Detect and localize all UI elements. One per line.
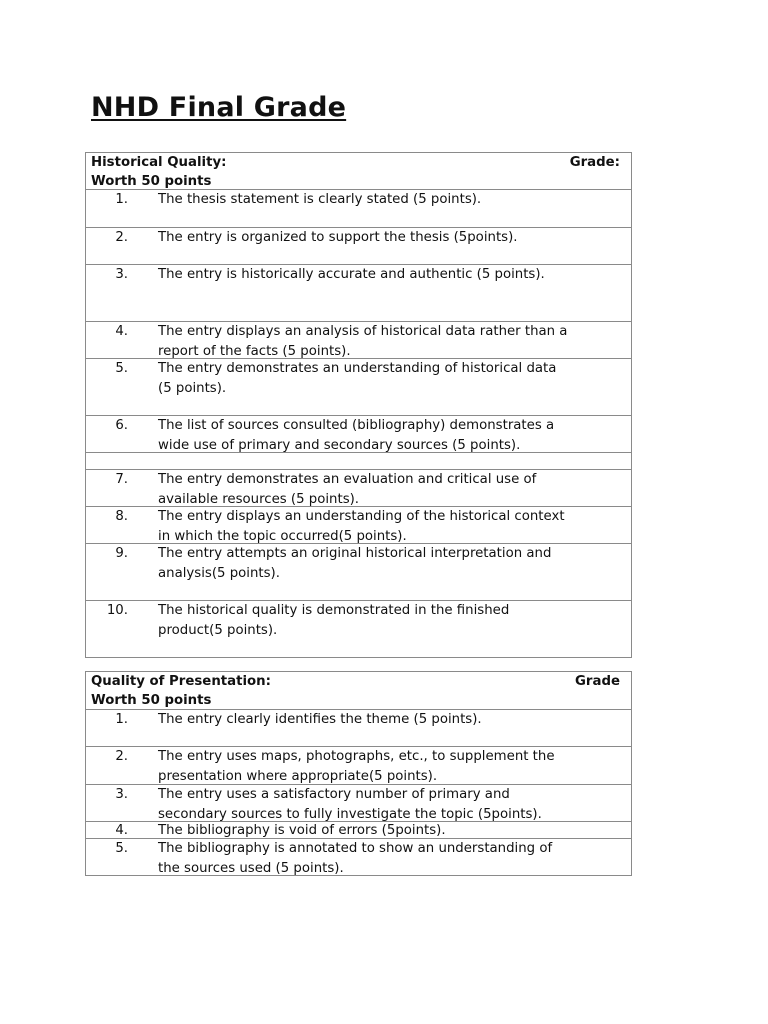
presentation-quality-table bbox=[85, 671, 632, 876]
rubric-item-number: 2. bbox=[115, 749, 128, 764]
historical-quality-header bbox=[86, 153, 631, 190]
rubric-row bbox=[86, 839, 631, 876]
rubric-item-text: The entry uses maps, photographs, etc., to supplement the presentation where appropriate(5 points). bbox=[158, 749, 555, 784]
historical-quality-grade-label: Grade: bbox=[569, 155, 620, 170]
rubric-item-number: 3. bbox=[115, 267, 128, 282]
presentation-quality-worth: Worth 50 points bbox=[91, 693, 212, 708]
rubric-item-number: 2. bbox=[115, 230, 128, 245]
rubric-item-number: 10. bbox=[106, 603, 128, 618]
rubric-item-text: The entry displays an analysis of historical data rather than a report of the facts (5 points). bbox=[158, 324, 568, 359]
rubric-row bbox=[86, 322, 631, 359]
rubric-row bbox=[86, 822, 631, 839]
rubric-row bbox=[86, 785, 631, 822]
rubric-item-text: The bibliography is void of errors (5points). bbox=[158, 823, 446, 838]
rubric-item-number: 5. bbox=[115, 361, 128, 376]
presentation-quality-grade-label: Grade bbox=[575, 674, 620, 689]
rubric-item-text: The entry is organized to support the thesis (5points). bbox=[158, 230, 518, 245]
rubric-row bbox=[86, 710, 631, 747]
rubric-item-number: 1. bbox=[115, 712, 128, 727]
rubric-item-number: 4. bbox=[115, 823, 128, 838]
rubric-item-text: The list of sources consulted (bibliography) demonstrates a wide use of primary and secondary sources (5 points). bbox=[158, 418, 555, 453]
rubric-item-text: The entry demonstrates an understanding of historical data (5 points). bbox=[158, 361, 557, 396]
rubric-item-text: The entry demonstrates an evaluation and critical use of available resources (5 points). bbox=[158, 472, 537, 507]
historical-quality-title: Historical Quality: bbox=[91, 155, 227, 170]
rubric-item-number: 8. bbox=[115, 509, 128, 524]
rubric-item-number: 3. bbox=[115, 787, 128, 802]
historical-quality-worth: Worth 50 points bbox=[91, 174, 212, 189]
rubric-row bbox=[86, 747, 631, 785]
historical-quality-table bbox=[85, 152, 632, 658]
rubric-item-number: 9. bbox=[115, 546, 128, 561]
rubric-item-number: 6. bbox=[115, 418, 128, 433]
rubric-item-number: 4. bbox=[115, 324, 128, 339]
rubric-row bbox=[86, 601, 631, 658]
rubric-item-number: 7. bbox=[115, 472, 128, 487]
rubric-row bbox=[86, 265, 631, 322]
presentation-quality-title: Quality of Presentation: bbox=[91, 674, 271, 689]
rubric-item-number: 5. bbox=[115, 841, 128, 856]
rubric-row-empty bbox=[86, 453, 631, 470]
rubric-row bbox=[86, 544, 631, 601]
rubric-row bbox=[86, 190, 631, 228]
page-title: NHD Final Grade bbox=[91, 92, 347, 123]
rubric-row bbox=[86, 470, 631, 507]
presentation-quality-header bbox=[86, 672, 631, 710]
rubric-row bbox=[86, 359, 631, 416]
rubric-item-text: The entry displays an understanding of the historical context in which the topic occurred(5 points). bbox=[158, 509, 565, 544]
rubric-row bbox=[86, 228, 631, 265]
rubric-item-text: The bibliography is annotated to show an understanding of the sources used (5 points). bbox=[158, 841, 553, 876]
rubric-item-text: The entry uses a satisfactory number of primary and secondary sources to fully investigate the topic (5points). bbox=[158, 787, 542, 822]
rubric-row bbox=[86, 416, 631, 453]
rubric-item-number: 1. bbox=[115, 192, 128, 207]
rubric-item-text: The historical quality is demonstrated in the finished product(5 points). bbox=[158, 603, 510, 638]
rubric-item-text: The entry clearly identifies the theme (5 points). bbox=[158, 712, 482, 727]
rubric-row bbox=[86, 507, 631, 544]
rubric-item-text: The thesis statement is clearly stated (5 points). bbox=[158, 192, 482, 207]
rubric-item-text: The entry attempts an original historical interpretation and analysis(5 points). bbox=[158, 546, 552, 581]
rubric-item-text: The entry is historically accurate and authentic (5 points). bbox=[158, 267, 545, 282]
